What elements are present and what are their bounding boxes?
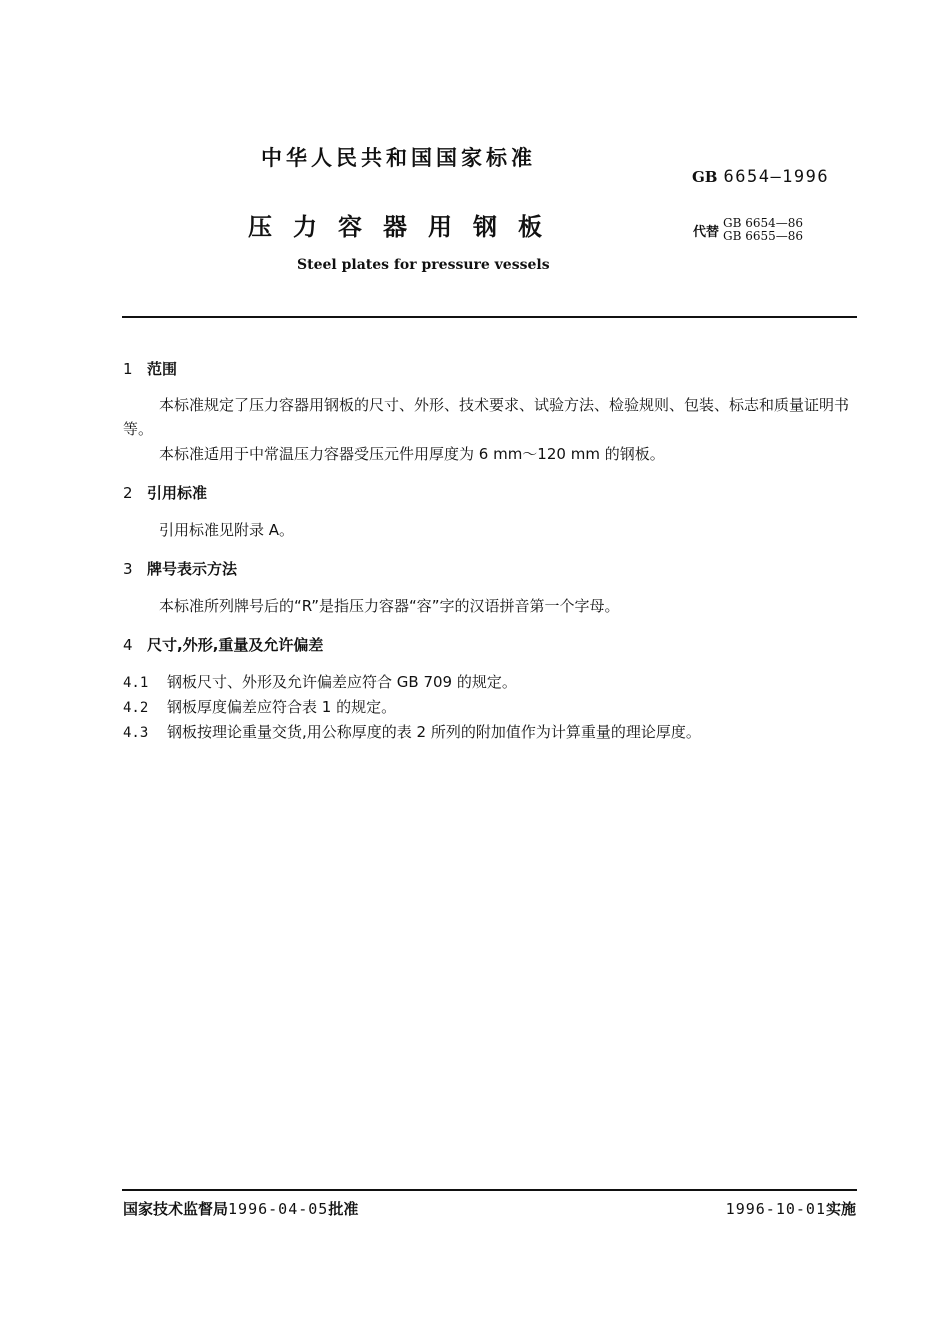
item-number: 4.2 — [123, 700, 149, 716]
section-title: 尺寸,外形,重量及允许偏差 — [147, 636, 324, 654]
section-3-para: 本标准所列牌号后的“R”是指压力容器“容”字的汉语拼音第一个字母。 — [159, 597, 620, 615]
english-title: Steel plates for pressure vessels — [297, 257, 550, 273]
replaces-item: GB 6655—86 — [723, 229, 804, 243]
replaces-block — [693, 217, 803, 243]
section-number: 1 — [123, 360, 133, 378]
section-title: 范围 — [147, 360, 178, 378]
effective-date: 1996-10-01 — [725, 1200, 826, 1218]
section-number: 2 — [123, 484, 133, 502]
standard-category: 中华人民共和国国家标准 — [261, 146, 536, 170]
section-title: 引用标准 — [147, 484, 208, 502]
section-4-item — [123, 671, 517, 692]
section-4-item — [123, 721, 701, 742]
approver: 国家技术监督局 — [123, 1200, 229, 1218]
item-number: 4.1 — [123, 675, 149, 691]
item-text: 钢板按理论重量交货,用公称厚度的表 2 所列的附加值作为计算重量的理论厚度。 — [167, 723, 701, 741]
effective-line — [726, 1198, 856, 1219]
section-1-para-1: 本标准规定了压力容器用钢板的尺寸、外形、技术要求、试验方法、检验规则、包装、标志和质量证明书等。 — [123, 396, 850, 438]
item-text: 钢板厚度偏差应符合表 1 的规定。 — [167, 698, 397, 716]
header-divider — [122, 316, 857, 318]
section-title: 牌号表示方法 — [147, 560, 238, 578]
section-1-heading — [123, 358, 177, 379]
gb-number: 6654—1996 — [723, 167, 830, 187]
section-2-heading — [123, 482, 207, 503]
approval-line — [123, 1198, 358, 1219]
approve-date: 1996-04-05 — [228, 1200, 329, 1218]
section-number: 4 — [123, 636, 133, 654]
effective-suffix: 实施 — [825, 1200, 856, 1218]
section-number: 3 — [123, 560, 133, 578]
footer-divider — [122, 1189, 857, 1191]
replaces-label: 代替 — [693, 224, 720, 240]
section-4-heading — [123, 634, 323, 655]
replaces-item: GB 6654—86 — [723, 216, 804, 230]
item-text: 钢板尺寸、外形及允许偏差应符合 GB 709 的规定。 — [167, 673, 517, 691]
section-4-item — [123, 696, 396, 717]
gb-prefix: GB — [692, 168, 718, 186]
item-number: 4.3 — [123, 725, 149, 741]
page-title: 压力容器用钢板 — [248, 213, 563, 241]
approve-suffix: 批准 — [328, 1200, 359, 1218]
replaces-list — [723, 217, 803, 243]
section-3-heading — [123, 558, 237, 579]
section-2-para: 引用标准见附录 A。 — [159, 521, 295, 539]
standard-number — [692, 167, 829, 187]
section-1-para-2: 本标准适用于中常温压力容器受压元件用厚度为 6 mm～120 mm 的钢板。 — [159, 445, 665, 463]
